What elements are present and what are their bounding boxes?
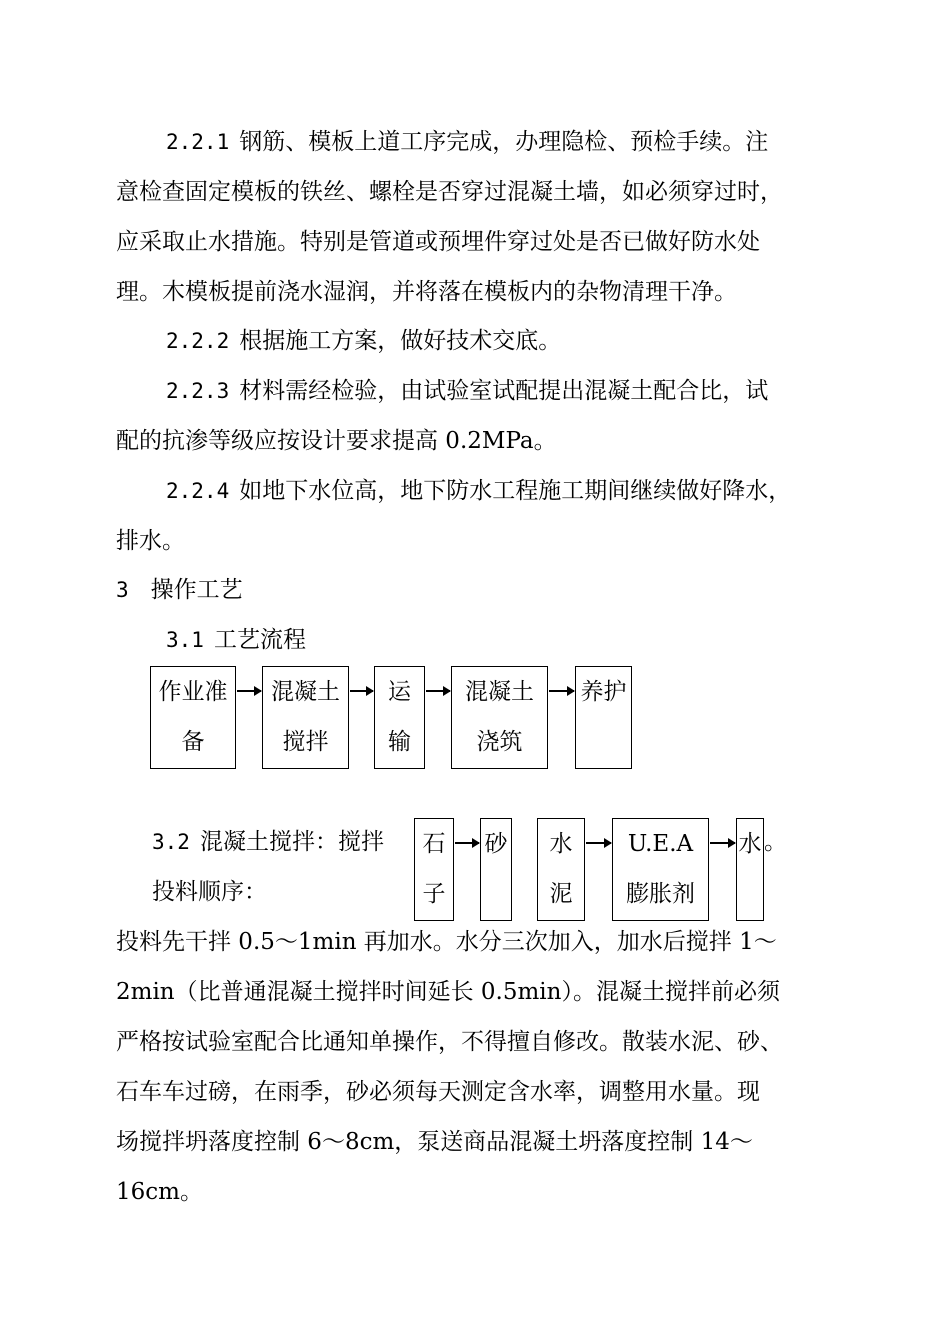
section-title: 操作工艺 [150,577,243,603]
para-2-2-2 [166,326,561,356]
flow-arrow [586,842,611,844]
flow-box-stone [414,818,454,921]
flow-box-label: 混凝土 [271,679,340,705]
para-2-2-4-line-1 [166,476,791,506]
section-number: 3.1 [166,628,204,652]
flow-box-prep [150,666,236,769]
flow-box-label: 石 [422,831,446,857]
flow-box-pouring [451,666,548,769]
flow-box-label: 膨胀剂 [626,881,695,907]
section-3-2-heading [152,827,384,857]
para-2-2-1-line-1 [166,127,768,157]
section-title: 工艺流程 [213,627,306,653]
flow-box-label: 水 [738,831,762,857]
section-title: 混凝土搅拌：搅拌 [199,829,384,855]
flow-box-transport [374,666,425,769]
flow-box-label: 搅拌 [282,729,329,755]
section-3-1-heading [166,625,306,655]
section-3-heading [116,575,243,605]
para-3-2-line-3: 严格按试验室配合比通知单操作，不得擅自修改。散装水泥、砂、 [116,1029,783,1055]
flow-box-label: U.E.A [627,831,694,857]
para-2-2-3-line-2: 配的抗渗等级应按设计要求提高 0.2MPa。 [116,428,557,454]
flow-box-label: 泥 [549,881,573,907]
para-3-2-line-6: 16cm。 [116,1179,203,1205]
section-number: 2.2.2 [166,329,230,353]
flow-box-label: 运 [388,679,411,705]
flow-arrow [710,842,735,844]
flow-box-label: 水 [549,831,573,857]
section-number: 2.2.3 [166,379,230,403]
flow-arrow [455,842,479,844]
flow-tail-punct: 。 [764,829,787,855]
flow-arrow [426,690,450,692]
section-number: 2.2.1 [166,130,230,154]
flow-box-label: 作业准 [158,679,228,705]
para-3-2-line-5: 场搅拌坍落度控制 6～8cm，泵送商品混凝土坍落度控制 14～ [116,1129,753,1155]
flow-box-label: 输 [388,729,411,755]
flow-box-label: 砂 [484,831,508,857]
flow-box-label: 混凝土 [465,679,534,705]
flow-box-label: 养护 [580,679,627,705]
flow-box-mixing [262,666,349,769]
flow-box-label: 备 [181,729,205,755]
flow-box-uea [612,818,709,921]
section-number: 3.2 [152,830,190,854]
flow-box-cement [537,818,585,921]
section-3-2-subheading: 投料顺序： [152,879,267,905]
para-2-2-3-line-1 [166,376,768,406]
flow-box-water [736,818,764,921]
para-3-2-line-1: 投料先干拌 0.5～1min 再加水。水分三次加入，加水后搅拌 1～ [116,929,777,955]
para-2-2-1-line-4: 理。木模板提前浇水湿润，并将落在模板内的杂物清理干净。 [116,279,737,305]
para-3-2-line-2: 2min（比普通混凝土搅拌时间延长 0.5min）。混凝土搅拌前必须 [116,979,780,1005]
para-2-2-1-line-2: 意检查固定模板的铁丝、螺栓是否穿过混凝土墙，如必须穿过时， [116,179,783,205]
para-text: 钢筋、模板上道工序完成，办理隐检、预检手续。注 [239,129,769,155]
flow-arrow [237,690,261,692]
flow-arrow [549,690,574,692]
para-text: 根据施工方案，做好技术交底。 [239,328,562,354]
para-2-2-4-line-2: 排水。 [116,528,185,554]
flow-box-label: 浇筑 [476,729,523,755]
section-number: 3 [116,578,129,602]
flow-box-curing [575,666,632,769]
para-text: 材料需经检验，由试验室试配提出混凝土配合比，试 [239,378,769,404]
para-3-2-line-4: 石车车过磅，在雨季，砂必须每天测定含水率，调整用水量。现 [116,1079,760,1105]
para-text: 如地下水位高，地下防水工程施工期间继续做好降水， [239,478,792,504]
flow-box-sand [480,818,512,921]
section-number: 2.2.4 [166,479,230,503]
para-2-2-1-line-3: 应采取止水措施。特别是管道或预埋件穿过处是否已做好防水处 [116,229,760,255]
flow-arrow [350,690,373,692]
flow-box-label: 子 [422,881,446,907]
